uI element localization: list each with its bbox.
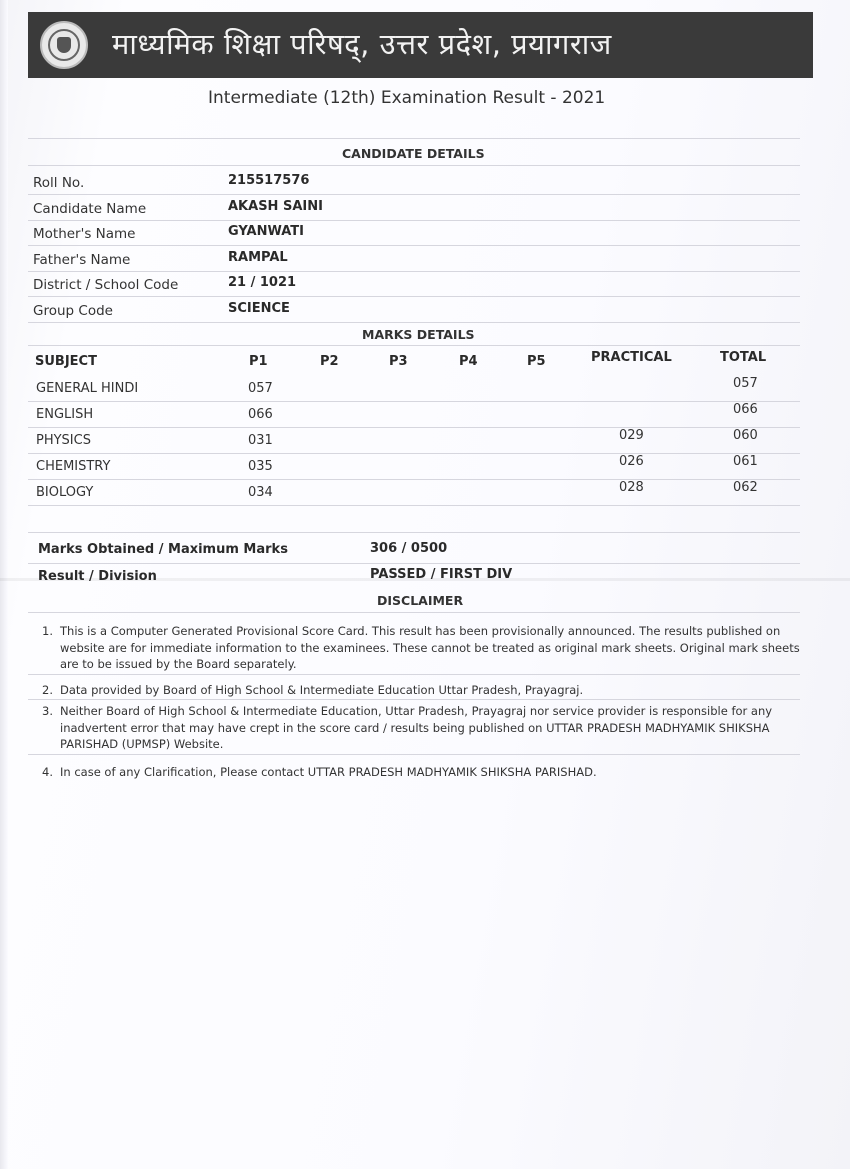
candidate-section-title: CANDIDATE DETAILS bbox=[342, 146, 485, 161]
disclaimer-number: 4. bbox=[42, 765, 53, 779]
disclaimer-title: DISCLAIMER bbox=[377, 593, 464, 608]
row-divider bbox=[28, 296, 800, 297]
row-divider bbox=[28, 754, 800, 755]
candidate-label: Father's Name bbox=[33, 252, 131, 268]
candidate-label: District / School Code bbox=[33, 277, 179, 293]
row-divider bbox=[28, 271, 800, 272]
row-divider bbox=[28, 674, 800, 675]
marks-cell: 035 bbox=[248, 459, 273, 474]
disclaimer-item bbox=[42, 623, 800, 675]
disclaimer-number: 1. bbox=[42, 624, 53, 638]
row-divider bbox=[28, 194, 800, 195]
column-header: P4 bbox=[459, 354, 478, 369]
divider bbox=[28, 612, 800, 613]
column-header: P3 bbox=[389, 354, 408, 369]
column-header: P5 bbox=[527, 354, 546, 369]
candidate-value: RAMPAL bbox=[228, 250, 288, 265]
row-divider bbox=[28, 699, 800, 700]
row-divider bbox=[28, 479, 800, 480]
disclaimer-text: In case of any Clarification, Please contact UTTAR PRADESH MADHYAMIK SHIKSHA PARISHAD. bbox=[60, 765, 597, 779]
divider bbox=[28, 165, 800, 166]
marks-cell: 029 bbox=[619, 428, 644, 443]
disclaimer-text: Data provided by Board of High School & Intermediate Education Uttar Pradesh, Prayagraj. bbox=[60, 683, 584, 697]
candidate-value: SCIENCE bbox=[228, 301, 290, 316]
marks-cell: 028 bbox=[619, 480, 644, 495]
column-header: P2 bbox=[320, 354, 339, 369]
divider bbox=[28, 532, 800, 533]
row-divider bbox=[28, 427, 800, 428]
disclaimer-item bbox=[42, 703, 797, 755]
marks-cell: 061 bbox=[733, 454, 758, 469]
candidate-value: 21 / 1021 bbox=[228, 275, 297, 290]
paper-left-edge bbox=[0, 0, 8, 1169]
candidate-value: GYANWATI bbox=[228, 224, 305, 239]
disclaimer-number: 2. bbox=[42, 683, 53, 697]
candidate-label: Mother's Name bbox=[33, 226, 136, 242]
candidate-value: 215517576 bbox=[228, 173, 310, 188]
column-header: SUBJECT bbox=[35, 354, 97, 369]
disclaimer-text: This is a Computer Generated Provisional Score Card. This result has been provisionally announced. The results published on website are for immediate information to the examinees. These cannot be treated as original mark sheets. Original mark sheets are to be issued by the Board separately. bbox=[60, 624, 800, 671]
marks-cell: 062 bbox=[733, 480, 758, 495]
marks-obtained-label: Marks Obtained / Maximum Marks bbox=[38, 542, 288, 557]
row-divider bbox=[28, 245, 800, 246]
column-header: PRACTICAL bbox=[591, 350, 672, 365]
subject-cell: ENGLISH bbox=[36, 407, 94, 422]
header-banner bbox=[28, 12, 813, 78]
marks-section-title: MARKS DETAILS bbox=[362, 327, 475, 342]
disclaimer-text: Neither Board of High School & Intermediate Education, Uttar Pradesh, Prayagraj nor service provider is responsible for any inadvertent error that may have crept in the score card / results being published on UTTAR PRADESH MADHYAMIK SHIKSHA PARISHAD (UPMSP) Website. bbox=[60, 704, 773, 751]
divider bbox=[28, 505, 800, 506]
marks-cell: 031 bbox=[248, 433, 273, 448]
marks-cell: 060 bbox=[733, 428, 758, 443]
result-division-label: Result / Division bbox=[38, 569, 157, 584]
result-division-value: PASSED / FIRST DIV bbox=[370, 567, 513, 582]
column-header: P1 bbox=[249, 354, 268, 369]
subject-cell: GENERAL HINDI bbox=[36, 381, 139, 396]
row-divider bbox=[28, 220, 800, 221]
row-divider bbox=[28, 453, 800, 454]
candidate-value: AKASH SAINI bbox=[228, 199, 323, 214]
candidate-label: Candidate Name bbox=[33, 201, 147, 217]
marks-cell: 066 bbox=[248, 407, 273, 422]
candidate-label: Roll No. bbox=[33, 175, 85, 191]
disclaimer-number: 3. bbox=[42, 704, 53, 718]
column-header: TOTAL bbox=[720, 350, 767, 365]
divider bbox=[28, 345, 800, 346]
row-divider bbox=[28, 322, 800, 323]
disclaimer-item bbox=[42, 682, 797, 700]
subject-cell: PHYSICS bbox=[36, 433, 91, 448]
marks-cell: 026 bbox=[619, 454, 644, 469]
upmsp-emblem-icon bbox=[40, 21, 88, 69]
row-divider bbox=[28, 401, 800, 402]
divider bbox=[28, 138, 800, 139]
marks-cell: 034 bbox=[248, 485, 273, 500]
candidate-label: Group Code bbox=[33, 303, 113, 319]
marks-cell: 057 bbox=[733, 376, 758, 391]
marks-cell: 066 bbox=[733, 402, 758, 417]
disclaimer-item bbox=[42, 764, 797, 782]
subject-cell: BIOLOGY bbox=[36, 485, 94, 500]
board-name-hindi: माध्यमिक शिक्षा परिषद्, उत्तर प्रदेश, प्रयागराज bbox=[112, 27, 612, 61]
marks-obtained-value: 306 / 0500 bbox=[370, 541, 448, 556]
divider bbox=[28, 563, 800, 564]
marks-cell: 057 bbox=[248, 381, 273, 396]
subject-cell: CHEMISTRY bbox=[36, 459, 111, 474]
